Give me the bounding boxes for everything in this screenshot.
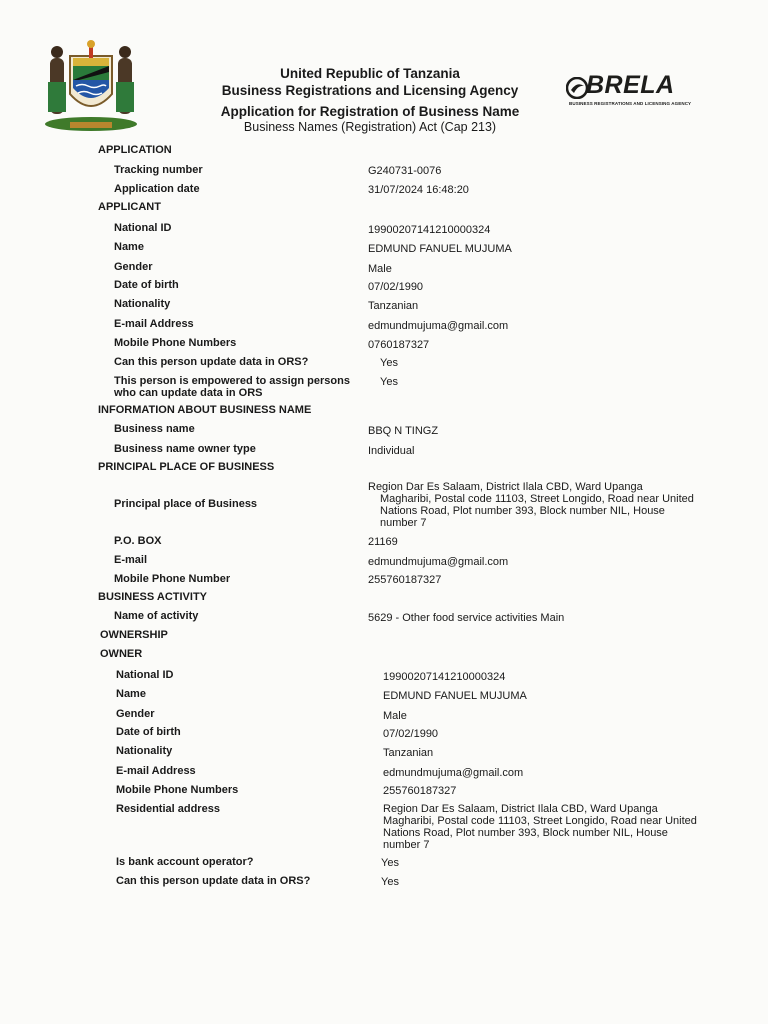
owner-type-value: Individual <box>368 445 415 457</box>
document-title: Application for Registration of Business Name <box>220 104 520 119</box>
applicant-national-id-value: 19900207141210000324 <box>368 224 491 236</box>
applicant-email-value: edmundmujuma@gmail.com <box>368 320 509 332</box>
owner-address-label: Residential address <box>116 803 220 815</box>
bank-operator-label: Is bank account operator? <box>116 856 254 868</box>
brela-swirl-icon <box>566 77 588 99</box>
owner-update-label: Can this person update data in ORS? <box>116 875 311 887</box>
business-phone-value: 255760187327 <box>368 574 442 586</box>
applicant-nationality-value: Tanzanian <box>368 300 419 312</box>
section-business-name: INFORMATION ABOUT BUSINESS NAME <box>98 404 312 416</box>
pobox-label: P.O. BOX <box>114 535 162 547</box>
business-phone-label: Mobile Phone Number <box>114 573 231 585</box>
applicant-gender-value: Male <box>368 263 392 275</box>
section-application: APPLICATION <box>98 144 172 156</box>
owner-nationality-value: Tanzanian <box>383 747 434 759</box>
applicant-gender-label: Gender <box>114 261 153 273</box>
applicant-empower-label-2: who can update data in ORS <box>114 387 263 399</box>
applicant-empower-value: Yes <box>380 376 398 388</box>
owner-national-id-value: 19900207141210000324 <box>383 671 506 683</box>
document-header <box>190 66 550 134</box>
bank-operator-value: Yes <box>381 857 399 869</box>
owner-address-line-4: number 7 <box>383 839 430 851</box>
business-name-value: BBQ N TINGZ <box>368 425 439 437</box>
brela-subtitle: BUSINESS REGISTRATIONS AND LICENSING AGENCY <box>569 101 692 106</box>
owner-update-value: Yes <box>381 876 399 888</box>
document-subtitle: Business Names (Registration) Act (Cap 213) <box>243 120 497 134</box>
activity-label: Name of activity <box>114 610 199 622</box>
application-date-label: Application date <box>114 183 200 195</box>
owner-phone-value: 255760187327 <box>383 785 457 797</box>
principal-place-label: Principal place of Business <box>114 498 258 510</box>
section-applicant: APPLICANT <box>98 201 161 213</box>
section-business-activity: BUSINESS ACTIVITY <box>98 591 207 603</box>
principal-place-line-4: number 7 <box>380 517 427 529</box>
owner-nationality-label: Nationality <box>116 745 173 757</box>
applicant-name-value: EDMUND FANUEL MUJUMA <box>368 243 512 255</box>
agency-title: Business Registrations and Licensing Agency <box>221 83 519 98</box>
business-name-label: Business name <box>114 423 195 435</box>
applicant-phone-label: Mobile Phone Numbers <box>114 337 237 349</box>
owner-address-line-3: Nations Road, Plot number 393, Block number NIL, House <box>383 827 668 839</box>
brela-wordmark: BRELA <box>586 71 675 99</box>
brela-logo <box>566 71 692 110</box>
applicant-update-value: Yes <box>380 357 398 369</box>
owner-national-id-label: National ID <box>116 669 174 681</box>
owner-name-label: Name <box>116 688 146 700</box>
applicant-phone-value: 0760187327 <box>368 339 430 351</box>
owner-address-line-2: Magharibi, Postal code 11103, Street Longido, Road near United <box>383 815 697 827</box>
application-date-value: 31/07/2024 16:48:20 <box>368 184 469 196</box>
principal-place-line-2: Magharibi, Postal code 11103, Street Longido, Road near United <box>380 493 694 505</box>
owner-type-label: Business name owner type <box>114 443 256 455</box>
applicant-nationality-label: Nationality <box>114 298 171 310</box>
section-owner: OWNER <box>100 648 143 660</box>
owner-gender-label: Gender <box>116 708 155 720</box>
applicant-dob-value: 07/02/1990 <box>368 281 424 293</box>
applicant-update-label: Can this person update data in ORS? <box>114 356 309 368</box>
principal-place-line-3: Nations Road, Plot number 393, Block number NIL, House <box>380 505 665 517</box>
section-ownership: OWNERSHIP <box>100 629 168 641</box>
tanzania-coat-of-arms-icon <box>40 38 142 134</box>
owner-gender-value: Male <box>383 710 407 722</box>
pobox-value: 21169 <box>368 536 398 548</box>
owner-name-value: EDMUND FANUEL MUJUMA <box>383 690 527 702</box>
owner-dob-label: Date of birth <box>116 726 181 738</box>
applicant-national-id-label: National ID <box>114 222 172 234</box>
tracking-number-value: G240731-0076 <box>368 165 442 177</box>
applicant-dob-label: Date of birth <box>114 279 179 291</box>
tracking-number-label: Tracking number <box>114 164 203 176</box>
business-email-value: edmundmujuma@gmail.com <box>368 556 509 568</box>
business-email-label: E-mail <box>114 554 148 566</box>
applicant-empower-label-1: This person is empowered to assign persons <box>114 375 350 387</box>
owner-phone-label: Mobile Phone Numbers <box>116 784 239 796</box>
applicant-email-label: E-mail Address <box>114 318 194 330</box>
principal-place-line-1: Region Dar Es Salaam, District Ilala CBD, Ward Upanga <box>368 481 643 493</box>
country-title: United Republic of Tanzania <box>280 66 460 81</box>
owner-email-value: edmundmujuma@gmail.com <box>383 767 524 779</box>
section-principal-place: PRINCIPAL PLACE OF BUSINESS <box>98 461 275 473</box>
owner-dob-value: 07/02/1990 <box>383 728 439 740</box>
applicant-name-label: Name <box>114 241 144 253</box>
owner-address-line-1: Region Dar Es Salaam, District Ilala CBD, Ward Upanga <box>383 803 658 815</box>
activity-value: 5629 - Other food service activities Main <box>368 612 565 624</box>
owner-email-label: E-mail Address <box>116 765 196 777</box>
